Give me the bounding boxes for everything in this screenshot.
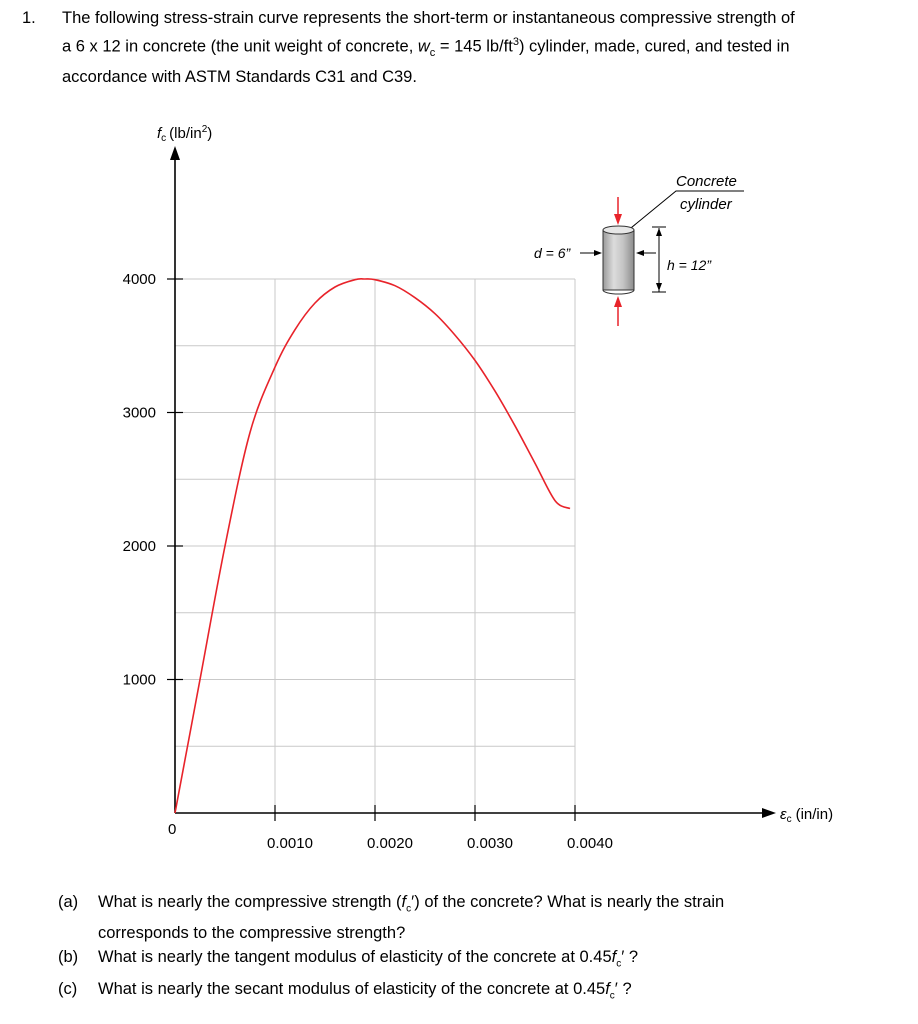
y-tick-label: 3000 [122,404,156,422]
diameter-label: d = 6” [534,245,571,261]
diameter-arrowhead-right [636,250,644,256]
cylinder-title-line2: cylinder [680,196,732,213]
height-arrowhead-top [656,228,662,236]
y-axis-arrow [170,146,180,160]
cylinder-bottom [603,290,634,294]
problem-line-2: a 6 x 12 in concrete (the unit weight of concrete, $w_c = 145$ $lb/ft^3$) cylinder, made, cured, and tested in [62,36,790,59]
question-c: (c) What is nearly the secant modulus of elasticity of the concrete at $0.45f_c'$ ? [58,979,632,1001]
y-tick-label: 4000 [122,271,156,288]
cylinder-top [603,226,634,234]
y-tick-label: 2000 [122,538,156,555]
x-tick-label: 0.0030 [467,835,513,852]
height-arrowhead-bottom [656,283,662,291]
question-list [58,890,898,1008]
diameter-arrowhead-left [594,250,602,256]
load-arrowhead-bottom [614,296,622,307]
tick-labels [123,271,613,852]
problem-line-1: The following stress-strain curve represents the short-term or instantaneous compressive strength of [62,9,795,27]
x-tick-label: 0.0010 [267,835,313,852]
grid-lines [175,279,575,813]
x-tick-label: 0.0040 [567,835,613,852]
cylinder-title-line1: Concrete [676,173,737,190]
load-arrowhead-top [614,214,622,225]
x-axis-arrow [762,808,776,818]
question-a: (a) What is nearly the compressive strength $(f_c')$ of the concrete? What is nearly the strain corresponds to the compressive strength? [58,893,725,943]
y-tick-label: 1000 [122,671,156,689]
cylinder-illustration [534,173,744,326]
problem-number: 1. [22,9,36,27]
cylinder-body [603,230,634,290]
x-tick-label: 0.0020 [367,835,413,852]
origin-label: 0 [168,821,177,838]
axis-ticks [167,279,575,821]
problem-line-3: accordance with ASTM Standards C31 and C39. [62,67,417,86]
height-label: h = 12” [667,257,711,273]
x-axis-title: $\varepsilon_c$ (in/in) [780,806,834,825]
y-axis-title: $f_c$ $(lb/in^2)$ [157,124,213,144]
question-b: (b) What is nearly the tangent modulus of elasticity of the concrete at $0.45f_c'$ ? [58,948,639,970]
